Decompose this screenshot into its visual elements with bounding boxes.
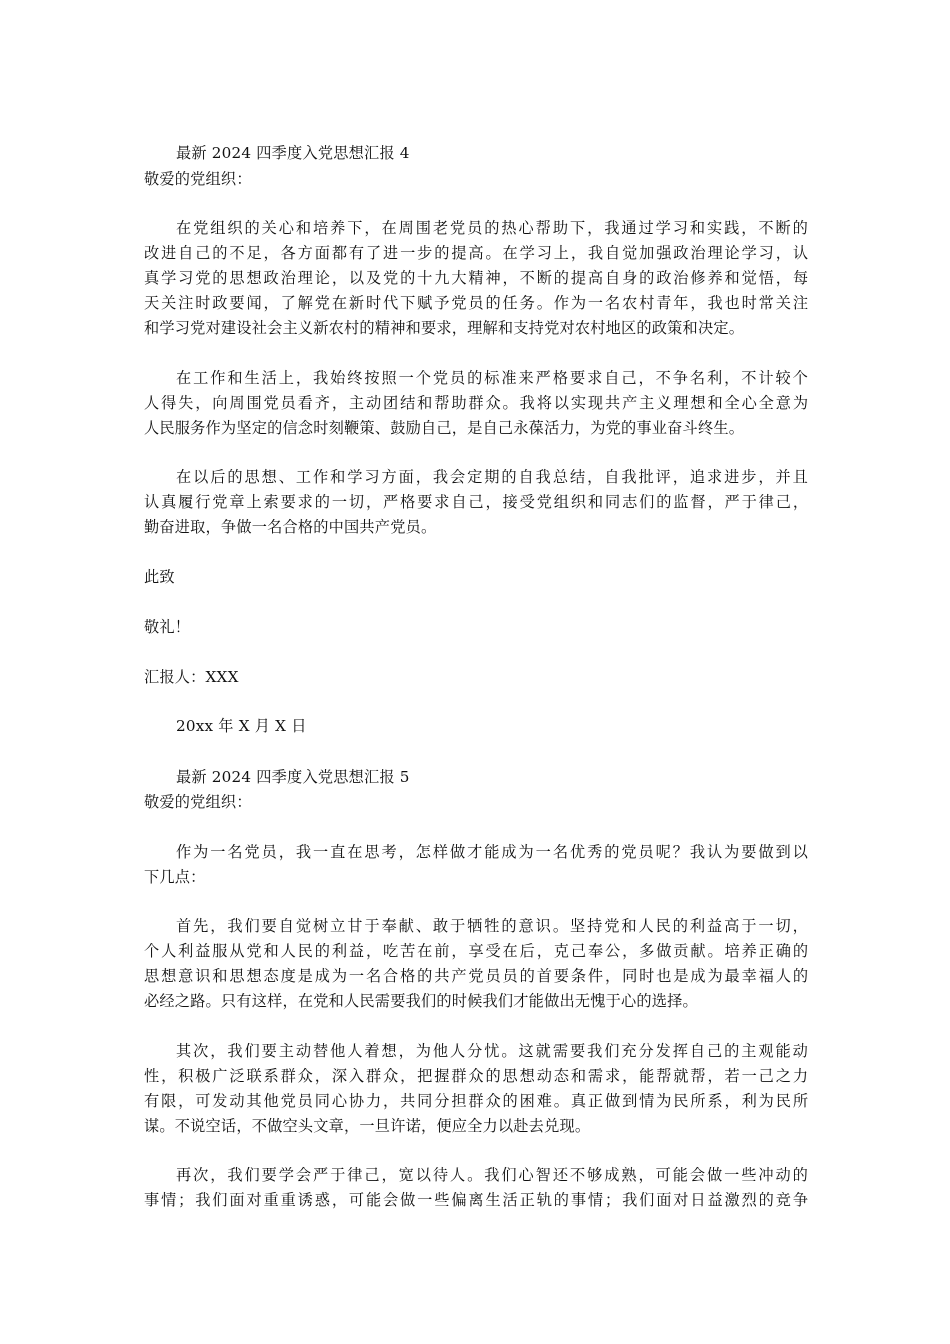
report5-p4-line2: 事情；我们面对重重诱惑，可能会做一些偏离生活正轨的事情；我们面对日益激烈的竞争 bbox=[144, 1191, 808, 1209]
report4-p1-line1: 在党组织的关心和培养下，在周围老党员的热心帮助下，我通过学习和实践，不断的 bbox=[176, 219, 808, 237]
report5-p2-line4: 必经之路。只有这样，在党和人民需要我们的时候我们才能做出无愧于心的选择。 bbox=[144, 992, 698, 1010]
report4-date: 20xx 年 X 月 X 日 bbox=[176, 717, 307, 735]
report4-p3-line3: 勤奋进取，争做一名合格的中国共产党员。 bbox=[144, 518, 437, 536]
report5-p3-line1: 其次，我们要主动替他人着想，为他人分忧。这就需要我们充分发挥自己的主观能动 bbox=[176, 1042, 808, 1060]
report4-p1-line3: 真学习党的思想政治理论，以及党的十九大精神，不断的提高自身的政治修养和觉悟，每 bbox=[144, 269, 808, 287]
report5-p2-line2: 个人利益服从党和人民的利益，吃苦在前，享受在后，克己奉公，多做贡献。培养正确的 bbox=[144, 942, 808, 960]
report5-p3-line3: 有限，可发动其他党员同心协力，共同分担群众的困难。真正做到情为民所系，利为民所 bbox=[144, 1092, 808, 1110]
report4-p3-line2: 认真履行党章上索要求的一切，严格要求自己，接受党组织和同志们的监督，严于律己， bbox=[144, 493, 808, 511]
report4-p1-line2: 改进自己的不足，各方面都有了进一步的提高。在学习上，我自觉加强政治理论学习，认 bbox=[144, 244, 808, 262]
report4-closing-2: 敬礼！ bbox=[144, 618, 191, 636]
report4-p1-line5: 和学习党对建设社会主义新农村的精神和要求，理解和支持党对农村地区的政策和决定。 bbox=[144, 319, 745, 337]
report5-p3-line2: 性，积极广泛联系群众，深入群众，把握群众的思想动态和需求，能帮就帮，若一己之力 bbox=[144, 1067, 808, 1085]
report5-p2-line1: 首先，我们要自觉树立甘于奉献、敢于牺牲的意识。坚持党和人民的利益高于一切， bbox=[176, 917, 808, 935]
report4-p2-line1: 在工作和生活上，我始终按照一个党员的标准来严格要求自己，不争名利，不计较个 bbox=[176, 369, 808, 387]
report4-closing-1: 此致 bbox=[144, 568, 175, 586]
report4-p3-line1: 在以后的思想、工作和学习方面，我会定期的自我总结，自我批评，追求进步，并且 bbox=[176, 468, 808, 486]
report4-title: 最新 2024 四季度入党思想汇报 4 bbox=[176, 144, 410, 162]
report5-salutation: 敬爱的党组织： bbox=[144, 793, 252, 811]
report4-p2-line2: 人得失，向周围党员看齐，主动团结和帮助群众。我将以实现共产主义理想和全心全意为 bbox=[144, 394, 808, 412]
report4-salutation: 敬爱的党组织： bbox=[144, 170, 252, 188]
report5-p3-line4: 谋。不说空话，不做空头文章，一旦许诺，便应全力以赴去兑现。 bbox=[144, 1117, 591, 1135]
report5-p1-line1: 作为一名党员，我一直在思考，怎样做才能成为一名优秀的党员呢？我认为要做到以 bbox=[176, 843, 808, 861]
report4-p1-line4: 天关注时政要闻，了解党在新时代下赋予党员的任务。作为一名农村青年，我也时常关注 bbox=[144, 294, 808, 312]
report4-p2-line3: 人民服务作为坚定的信念时刻鞭策、鼓励自己，是自己永葆活力，为党的事业奋斗终生。 bbox=[144, 419, 745, 437]
report5-p2-line3: 思想意识和思想态度是成为一名合格的共产党员员的首要条件，同时也是成为最幸福人的 bbox=[144, 967, 808, 985]
report4-reporter: 汇报人：XXX bbox=[144, 668, 239, 686]
report5-title: 最新 2024 四季度入党思想汇报 5 bbox=[176, 768, 410, 786]
report5-p4-line1: 再次，我们要学会严于律己，宽以待人。我们心智还不够成熟，可能会做一些冲动的 bbox=[176, 1166, 808, 1184]
report5-p1-line2: 下几点： bbox=[144, 868, 206, 886]
